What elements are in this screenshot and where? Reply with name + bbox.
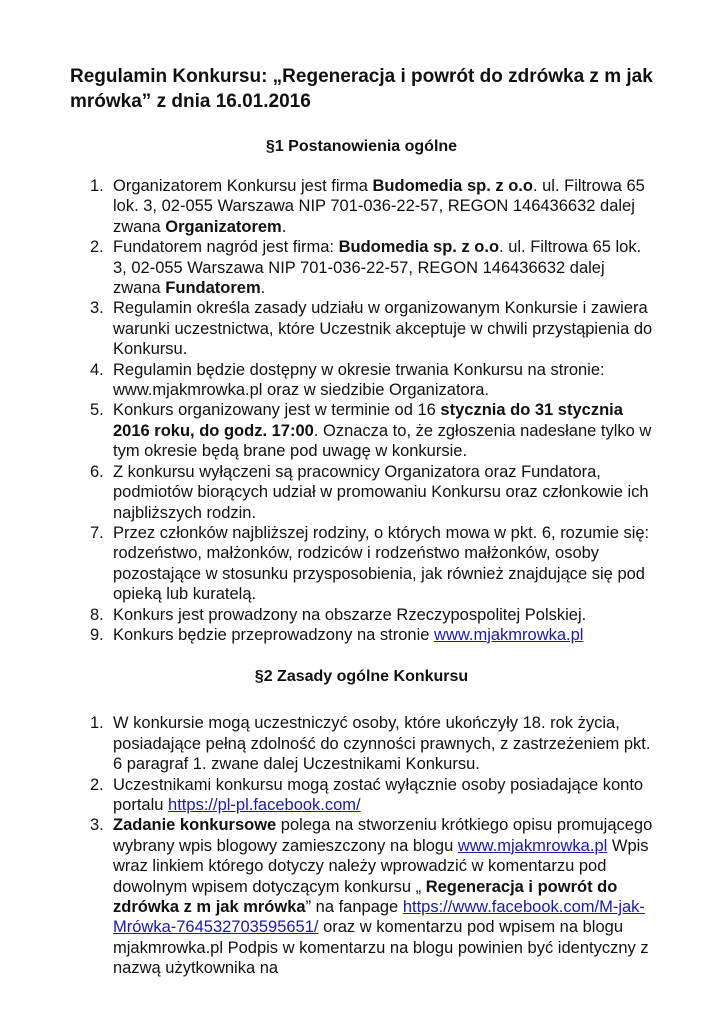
list-item-number: 3. xyxy=(90,816,104,835)
text-run: . xyxy=(281,217,287,236)
link[interactable]: https://pl-pl.facebook.com/ xyxy=(168,795,361,814)
bold-text: Regeneracja i powrót do zdrówka z m jak mrówka xyxy=(113,877,618,916)
text-run: Wpis wraz linkiem którego dotyczy należy wprowadzić w komentarzu pod dowolnym wpisem dotyczącym konkursu „ xyxy=(113,836,649,896)
text-run: Organizatorem Konkursu jest firma xyxy=(113,177,373,195)
section-2-heading: §2 Zasady ogólne Konkursu xyxy=(254,668,469,686)
list-item xyxy=(70,176,653,237)
list-item xyxy=(70,713,653,774)
section-1-list xyxy=(70,176,653,645)
list-item xyxy=(70,237,653,298)
text-run: polega na stworzeniu krótkiego opisu promującego wybrany wpis blogowy zamieszczony na blogu xyxy=(113,816,653,855)
link[interactable]: www.mjakmrowka.pl xyxy=(457,836,608,855)
bold-text: Budomedia sp. z o.o xyxy=(338,238,500,257)
list-item-number: 2. xyxy=(90,238,104,257)
bold-text: Organizatorem xyxy=(165,217,282,236)
text-run: Fundatorem nagród jest firma: xyxy=(113,238,339,257)
text-run: Przez członków najbliższej rodziny, o których mowa w pkt. 6, rozumie się: rodzeństwo, małżonków, rodziców i rodzeństwo małżonków, osoby pozostające w stosunku przysposobienia, jak również znajdujące się pod opieką lub kuratelą. xyxy=(113,523,650,604)
list-item-number: 8. xyxy=(90,605,104,624)
link[interactable]: www.mjakmrowka.pl xyxy=(434,625,584,644)
bold-text: Budomedia sp. z o.o xyxy=(372,177,533,195)
list-item xyxy=(70,625,653,645)
list-item-number: 6. xyxy=(90,462,104,481)
list-item xyxy=(70,462,653,523)
text-run: Konkurs organizowany jest w terminie od 16 xyxy=(113,401,441,420)
list-item xyxy=(70,775,653,816)
list-item xyxy=(70,298,653,359)
text-run: . ul. Filtrowa 65 lok. 3, 02-055 Warszawa NIP 701-036-22-57, REGON 146436632 dalej zwana xyxy=(113,177,645,236)
text-run: Uczestnikami konkursu mogą zostać wyłącznie osoby posiadające konto portalu xyxy=(113,775,644,814)
list-item xyxy=(70,360,653,401)
list-item-number: 3. xyxy=(90,299,104,318)
list-item xyxy=(70,523,653,605)
list-item-number: 5. xyxy=(90,401,104,420)
text-run: . xyxy=(260,279,266,298)
bold-text: Zadanie konkursowe xyxy=(113,816,277,835)
list-item-number: 9. xyxy=(90,625,104,644)
list-item xyxy=(70,605,653,625)
text-run: ” na fanpage xyxy=(305,898,403,916)
text-run: Konkurs jest prowadzony na obszarze Rzeczypospolitej Polskiej. xyxy=(113,605,587,624)
list-item xyxy=(70,815,653,978)
link[interactable]: https://www.facebook.com/M-jak-Mrówka-764532703595651/ xyxy=(113,898,645,937)
bold-text: Fundatorem xyxy=(165,279,261,298)
list-item-number: 1. xyxy=(90,714,104,733)
list-item xyxy=(70,400,653,461)
document-title: Regulamin Konkursu: „Regeneracja i powrót do zdrówka z m jak mrówka” z dnia 16.01.2016 xyxy=(70,66,653,112)
text-run: W konkursie mogą uczestniczyć osoby, które ukończyły 18. rok życia, posiadające pełną zdolność do czynności prawnych, z zastrzeżeniem pkt. 6 paragraf 1. zwane dalej Uczestnikami Konkursu. xyxy=(113,714,651,774)
text-run: Regulamin określa zasady udziału w organizowanym Konkursie i zawiera warunki uczestnictwa, które Uczestnik akceptuje w chwili przystąpienia do Konkursu. xyxy=(113,299,653,359)
text-run: Konkurs będzie przeprowadzony na stronie xyxy=(113,625,435,644)
bold-text: stycznia do 31 stycznia 2016 roku, do godz. 17:00 xyxy=(113,401,623,440)
text-run: . Oznacza to, że zgłoszenia nadesłane tylko w tym okresie będą brane pod uwagę w konkursie. xyxy=(113,421,652,461)
text-run: oraz w komentarzu pod wpisem na blogu mjakmrowka.pl Podpis w komentarzu na blogu powinien być identyczny z nazwą użytkownika na xyxy=(113,918,649,978)
list-item-number: 2. xyxy=(90,775,104,794)
list-item-number: 4. xyxy=(90,360,104,379)
text-run: Z konkursu wyłączeni są pracownicy Organizatora oraz Fundatora, podmiotów biorących udział w promowaniu Konkursu oraz członkowie ich najbliższych rodzin. xyxy=(113,462,649,522)
text-run: . ul. Filtrowa 65 lok. 3, 02-055 Warszawa NIP 701-036-22-57, REGON 146436632 dalej zwana xyxy=(113,238,642,298)
section-1-heading: §1 Postanowienia ogólne xyxy=(265,138,458,155)
list-item-number: 1. xyxy=(90,177,104,195)
text-run: Regulamin będzie dostępny w okresie trwania Konkursu na stronie: www.mjakmrowka.pl oraz w siedzibie Organizatora. xyxy=(113,360,605,400)
list-item-number: 7. xyxy=(90,523,104,542)
section-2-list xyxy=(70,713,653,978)
